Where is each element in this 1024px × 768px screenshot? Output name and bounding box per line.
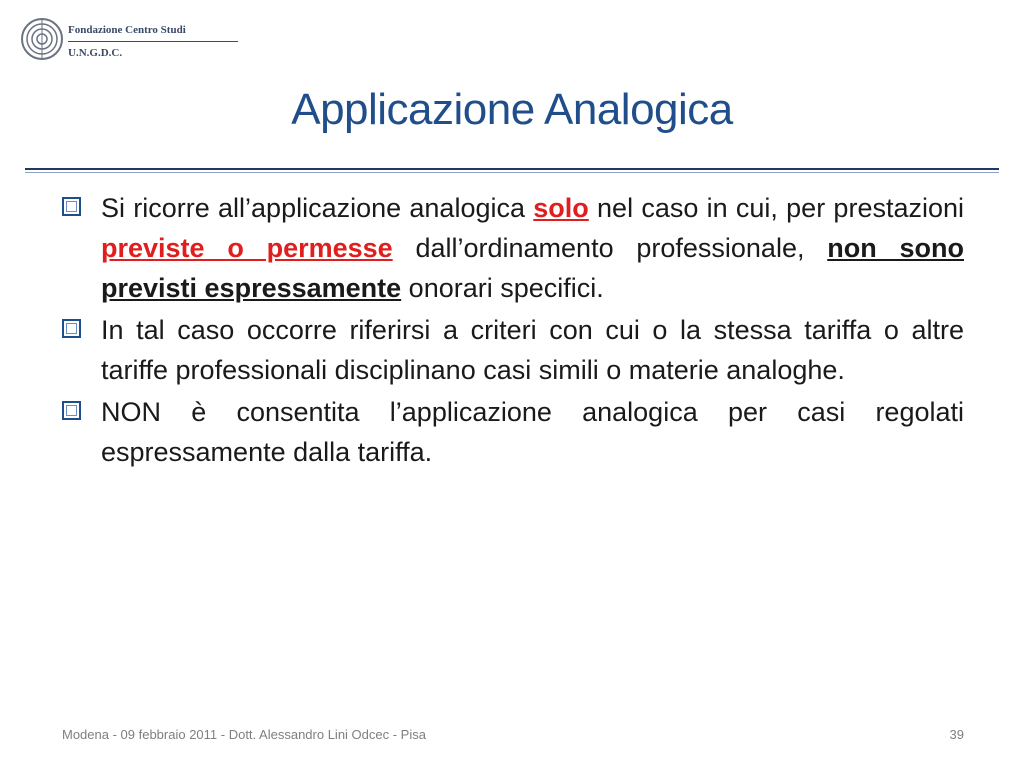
emphasis-non-previsti: non sono previsti espressamente [101,233,964,303]
footer-text: Modena - 09 febbraio 2011 - Dott. Alessandro Lini Odcec - Pisa [62,727,426,742]
bullet-item [62,310,964,390]
slide-number: 39 [949,727,964,742]
emphasis-solo: solo [533,193,589,223]
bullet-text-part: onorari specifici. [401,273,604,303]
bullet-text-part: Si ricorre all’applicazione analogica [101,193,534,223]
bullet-text: NON è consentita l’applicazione analogica per casi regolati espressamente dalla tariffa. [101,397,964,467]
checkbox-bullet-icon [62,197,81,216]
bullet-text-part: dall’ordinamento professionale, [392,233,828,263]
title-divider [25,168,999,170]
logo-divider [68,41,238,42]
title-divider-shadow [25,172,999,173]
logo-name: Fondazione Centro Studi [68,24,186,36]
bullet-text-part: nel caso in cui, per prestazioni [588,193,965,223]
emphasis-previste: previste o permesse [101,233,393,263]
bullet-item [62,188,964,308]
logo [20,14,230,74]
logo-acronym: U.N.G.D.C. [68,47,123,59]
bullet-text [101,188,964,308]
slide-title: Applicazione Analogica [291,85,733,134]
seal-icon [20,17,64,61]
checkbox-bullet-icon [62,401,81,420]
bullet-item [62,392,964,472]
checkbox-bullet-icon [62,319,81,338]
bullet-text: In tal caso occorre riferirsi a criteri con cui o la stessa tariffa o altre tariffe professionali disciplinano casi simili o materie analoghe. [101,315,964,385]
bullet-list [62,188,964,474]
